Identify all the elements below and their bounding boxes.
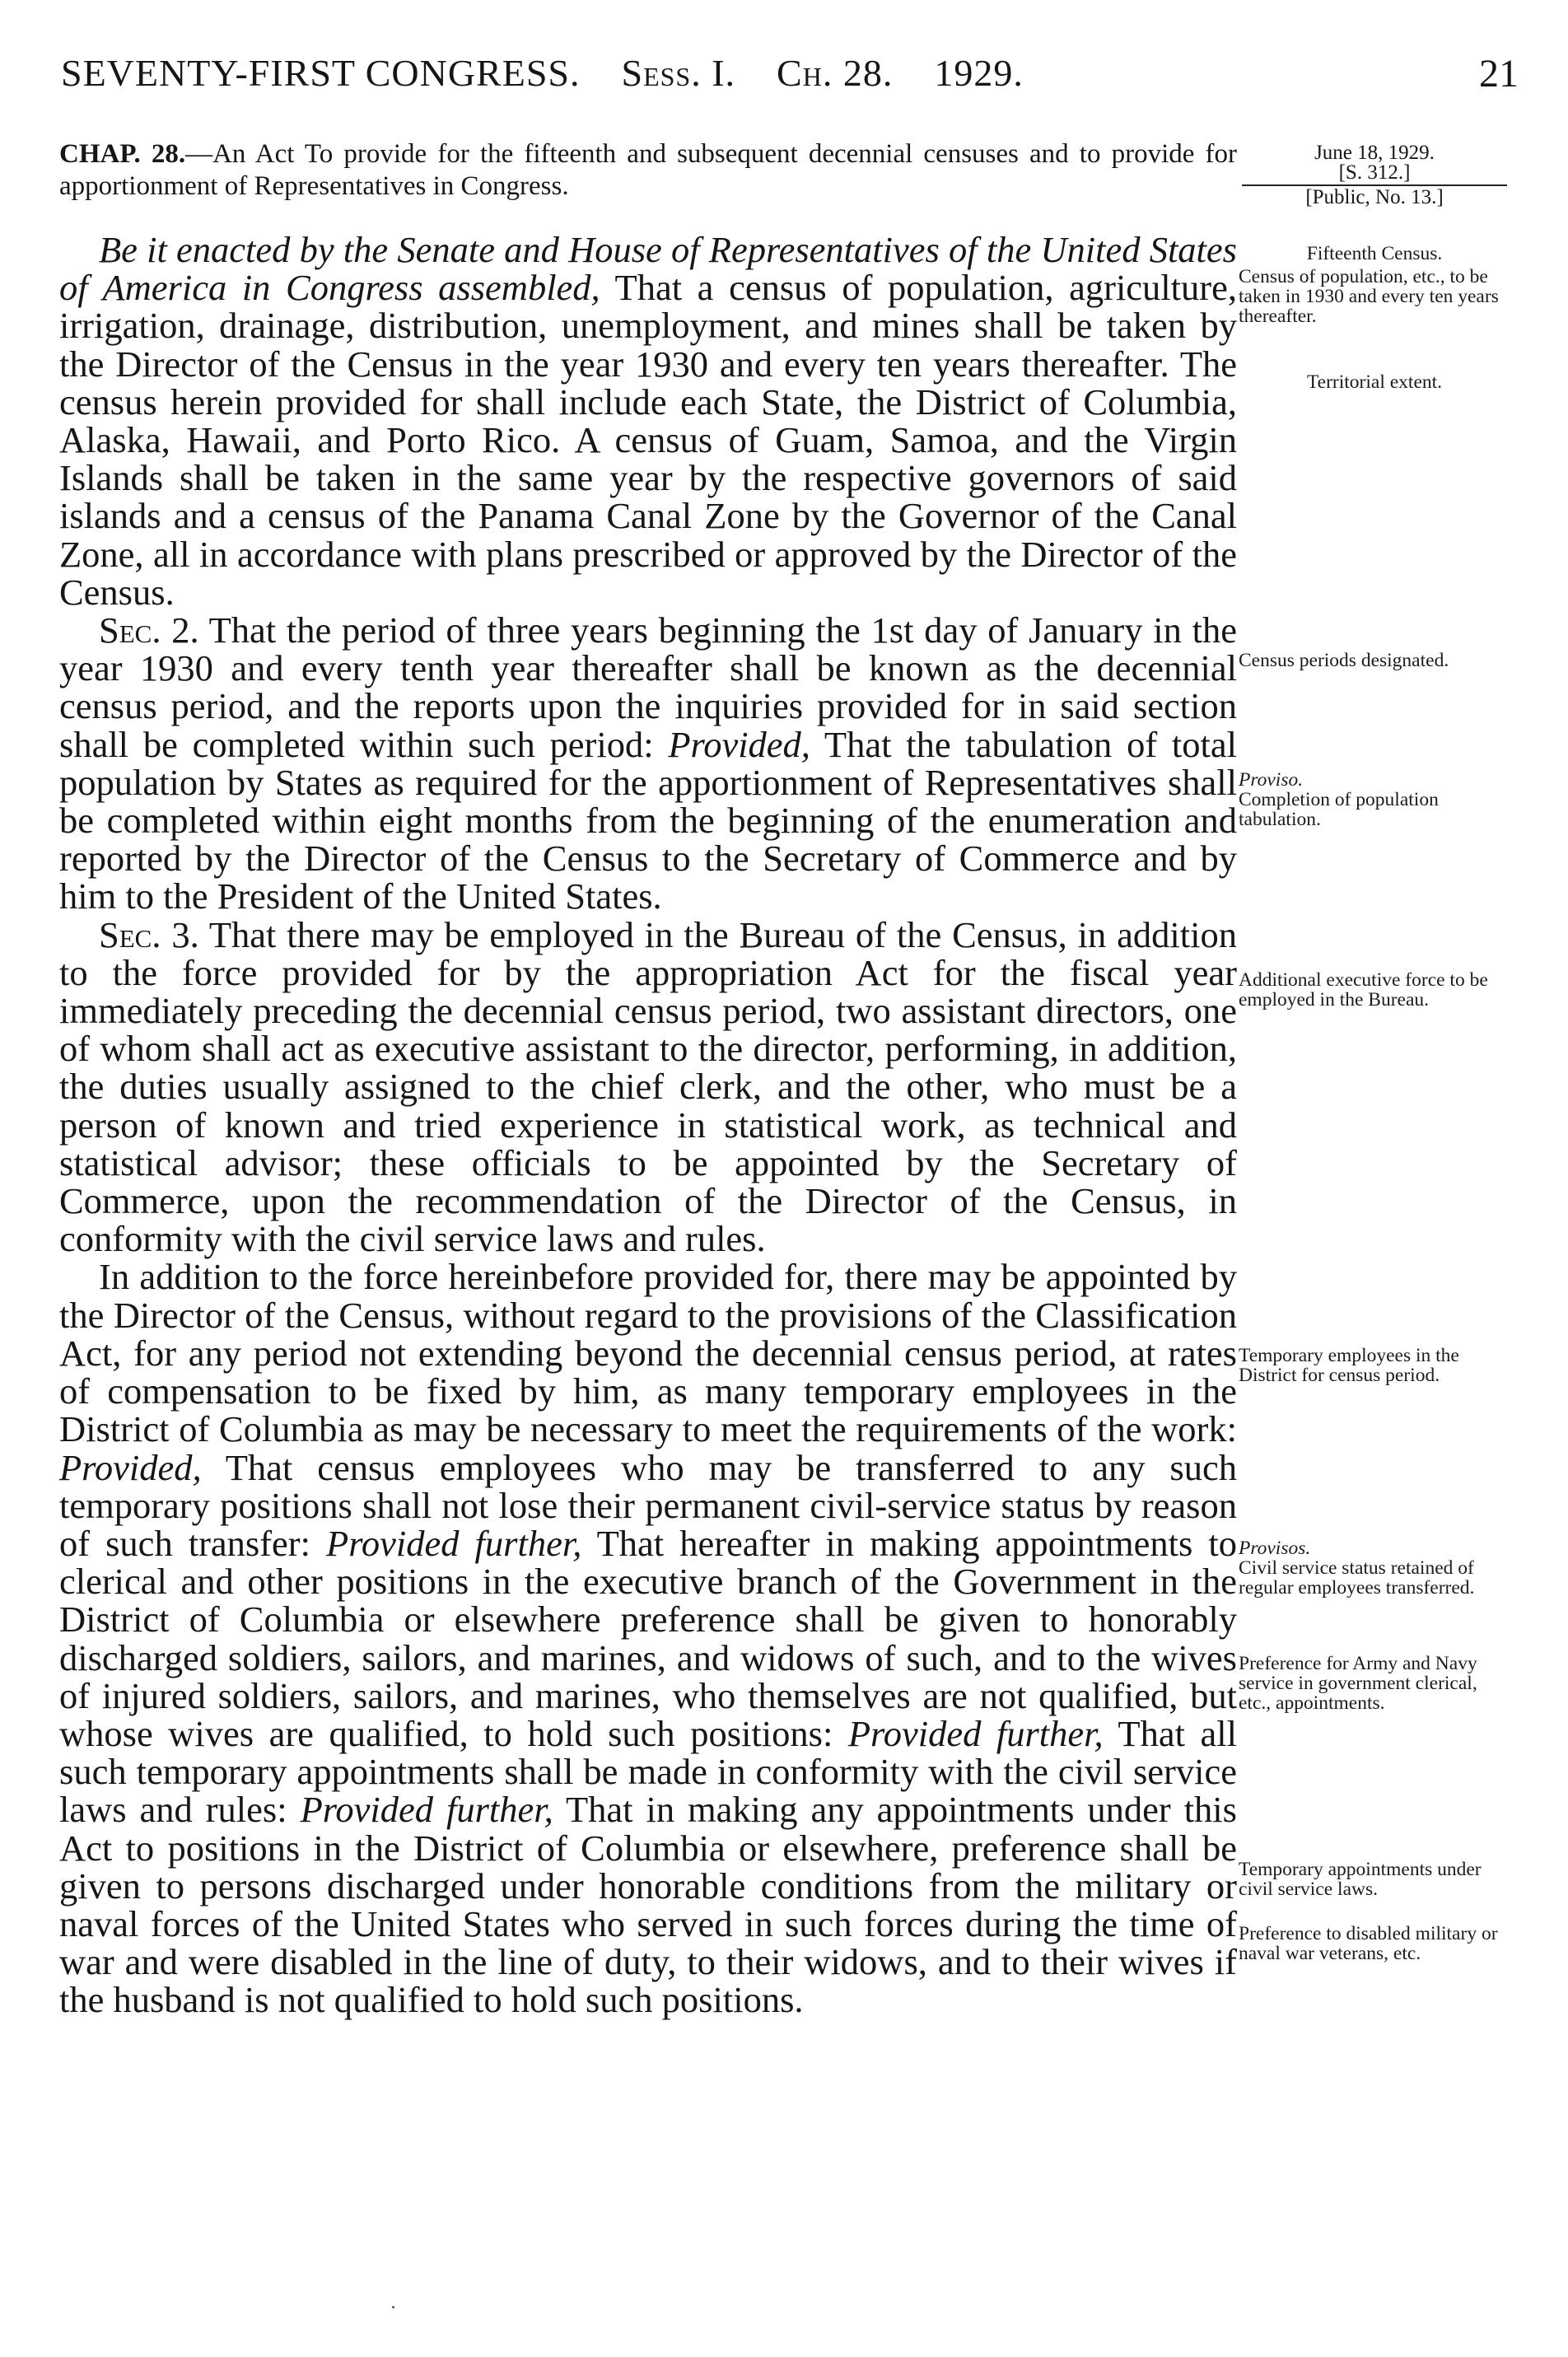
running-title-line <box>61 51 1024 95</box>
section-2-label: Sec. 2. <box>99 609 199 651</box>
page-number: 21 <box>1479 52 1519 96</box>
para-4-text-b: That census employees who may be transferred to any such temporary positions shall not lose their permanent civil-service status by reason of such transfer: <box>59 1446 1237 1564</box>
act-title-text: —An Act To provide for the fifteenth and subsequent decennial censuses and to provide for apportionment of Representatives in Congress. <box>59 139 1237 201</box>
side-heading <box>1239 142 1510 209</box>
margin-note-preference-disabled-veterans: Preference to disabled military or naval war veterans, etc. <box>1239 1923 1498 1964</box>
para-4-text-d: That all such temporary appointments shall be made in conformity with the civil service laws and rules: <box>59 1712 1237 1831</box>
section-2-paragraph <box>59 611 1237 916</box>
enactment-date: June 18, 1929. <box>1314 142 1435 164</box>
senate-bill-number: [S. 312.] <box>1338 161 1411 184</box>
section-2-text-a: That the period of three years beginning the 1st day of January in the year 1930 and every tenth year thereafter shall be known as the decennial census period, and the reports upon the inquiries provided for in said section shall be completed within such period: <box>59 609 1237 765</box>
section-3-label: Sec. 3. <box>99 913 199 955</box>
para-4-text-e: That in making any appointments under this Act to positions in the District of Columbia or elsewhere, preference shall be given to persons discharged under honorable conditions from the military or naval forces of the United States who served in such forces during the time of war and were disabled in the line of duty, to their widows, and to their wives if the husband is not qualified to hold such positions. <box>59 1789 1237 2021</box>
section-1-text: That a census of population, agriculture, irrigation, drainage, distribution, unemployment, and mines shall be taken by the Director of the Census in the year 1930 and every ten years thereafter. The census herein provided for shall include each State, the District of Columbia, Alaska, Hawaii, and Porto Rico. A census of Guam, Samoa, and the Virgin Islands shall be taken in the same year by the respective governors of said islands and a census of the Panama Canal Zone by the Governor of the Canal Zone, all in accordance with plans prescribed or approved by the Director of the Census. <box>59 267 1237 613</box>
para-4-proviso-3: Provided further, <box>847 1712 1104 1754</box>
margin-note-proviso-completion: Proviso. Completion of population tabulation. <box>1239 769 1439 830</box>
margin-note-preference-army-navy: Preference for Army and Navy service in government clerical, etc., appointments. <box>1239 1653 1477 1714</box>
para-4-proviso-2: Provided further, <box>326 1522 582 1564</box>
margin-note-additional-force: Additional executive force to be employed in the Bureau. <box>1239 969 1488 1010</box>
para-4-text-a: In addition to the force hereinbefore provided for, there may be appointed by the Director of the Census, without regard to the provisions of the Classification Act, for any period not extending beyond the decennial census period, at rates of compensation to be fixed by him, as many temporary employees in the District of Columbia as may be necessary to meet the requirements of the work: <box>59 1256 1237 1450</box>
chapter-number: CHAP. 28. <box>59 139 186 169</box>
section-2-proviso: Provided, <box>668 723 810 765</box>
margin-note-provisos-civil-service: Provisos. Civil service status retained of regular employees transferred. <box>1239 1538 1475 1599</box>
temporary-employees-paragraph <box>59 1258 1237 2019</box>
enacting-clause-paragraph <box>59 231 1237 611</box>
margin-note-territorial-extent: Territorial extent. <box>1306 371 1443 393</box>
public-law-number: [Public, No. 13.] <box>1305 186 1444 208</box>
section-2-text-b: That the tabulation of total population by States as required for the apportionment of Representatives shall be completed within eight months from the beginning of the enumeration and reported by the Director of the Census to the Secretary of Commerce and by him to the President of the United States. <box>59 723 1237 917</box>
margin-note-temporary-employees: Temporary employees in the District for census period. <box>1239 1345 1459 1386</box>
act-body <box>59 231 1237 2019</box>
enacting-formula: Be it enacted by the Senate and House of Representatives of the United States of America in Congress assembled, <box>59 229 1237 309</box>
para-4-text-c: That hereafter in making appointments to clerical and other positions in the executive branch of the Government in the District of Columbia or elsewhere preference shall be given to honorably discharged soldiers, sailors, and marines, and widows of such, and to the wives of injured soldiers, sailors, and marines, who themselves are not qualified, but whose wives are qualified, to hold such positions: <box>59 1522 1237 1754</box>
section-3-paragraph <box>59 913 1237 1260</box>
chapter-label: Ch. 28. <box>777 52 894 94</box>
running-header <box>61 51 1527 109</box>
act-title <box>59 138 1237 203</box>
section-3-text: That there may be employed in the Bureau of the Census, in addition to the force provided for by the appropriation Act for the fiscal year immediately preceding the decennial census period, two assistant directors, one of whom shall act as executive assistant to the director, performing, in addition, the duties usually assigned to the chief clerk, and the other, who must be a person of known and tried experience in statistical work, as technical and statistical advisor; these officials to be appointed by the Secretary of Commerce, upon the recommendation of the Director of the Census, in conformity with the civil service laws and rules. <box>59 913 1237 1260</box>
margin-note-temporary-appointments: Temporary appointments under civil service laws. <box>1239 1859 1482 1900</box>
year-label: 1929. <box>934 52 1024 94</box>
margin-note-census-periods: Census periods designated. <box>1239 650 1449 671</box>
main-text-column <box>59 138 1237 2019</box>
session-label: Sess. I. <box>621 52 736 94</box>
paper-speck <box>392 2306 394 2308</box>
para-4-proviso-4: Provided further, <box>300 1789 553 1831</box>
congress-title: SEVENTY-FIRST CONGRESS. <box>61 52 581 94</box>
para-4-proviso-1: Provided, <box>59 1446 202 1488</box>
margin-note-census-of-population: Census of population, etc., to be taken in 1930 and every ten years thereafter. <box>1239 266 1499 327</box>
margin-note-fifteenth-census: Fifteenth Census. <box>1306 243 1443 264</box>
